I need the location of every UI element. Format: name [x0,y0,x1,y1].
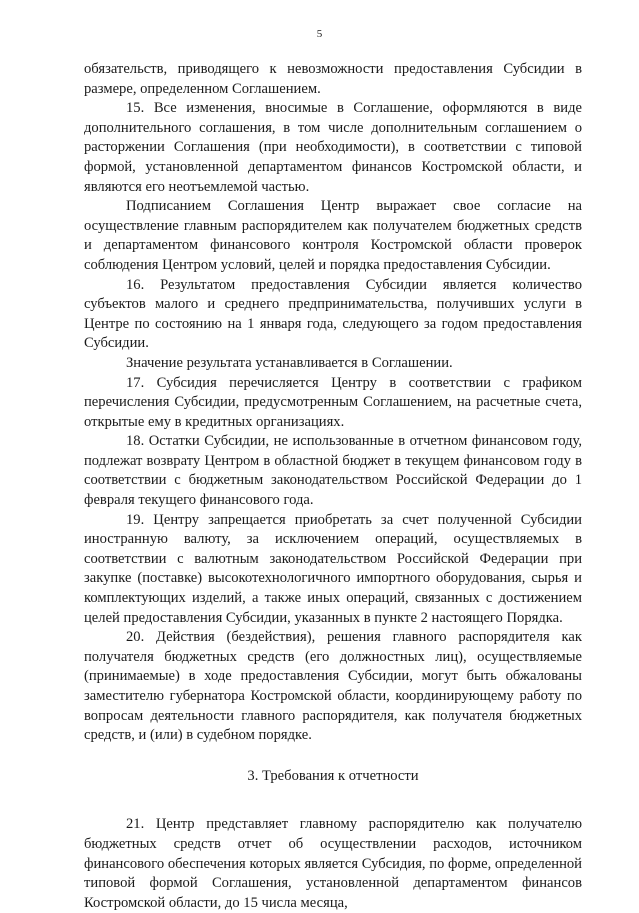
section-heading: 3. Требования к отчетности [247,767,419,784]
paragraph-21: 21. Центр представляет главному распорядителю как получателю бюджетных средств отчет об осуществлении расходов, источником финансового обеспечения которых является Субсидия, по форме, определенной типовой формой Соглашения, установленной департаментом финансов Костромской области, до 15 числа месяца, [84,816,582,911]
paragraph-16: 16. Результатом предоставления Субсидии является количество субъектов малого и среднего предпринимательства, получивших услуги в Центре по состоянию на 1 января года, следующего за годом предоставления Субсидии. [84,276,582,352]
paragraph-agreement-consent: Подписанием Соглашения Центр выражает свое согласие на осуществление главным распорядителем как получателем бюджетных средств и департаментом финансового контроля Костромской области проверок соблюдения Центром условий, целей и порядка предоставления Субсидии. [84,198,582,273]
document-body [84,60,582,913]
paragraph-continuation: обязательств, приводящего к невозможности предоставления Субсидии в размере, определенном Соглашением. [84,61,582,97]
page-number: 5 [316,28,323,40]
paragraph-15: 15. Все изменения, вносимые в Соглашение, оформляются в виде дополнительного соглашения, в том числе дополнительным соглашением о расторжении Соглашения (при необходимости), в соответствии с типовой формой, установленной департаментом финансов Костромской области, и являются его неотъемлемой частью. [84,100,582,195]
paragraph-18: 18. Остатки Субсидии, не использованные в отчетном финансовом году, подлежат возврату Центром в областной бюджет в текущем финансовом году в соответствии с бюджетным законодательством Российской Федерации до 1 февраля текущего финансового года. [84,433,582,509]
paragraph-17: 17. Субсидия перечисляется Центру в соответствии с графиком перечисления Субсидии, предусмотренным Соглашением, на расчетные счета, открытые ему в кредитных организациях. [84,374,582,430]
paragraph-20: 20. Действия (бездействия), решения главного распорядителя как получателя бюджетных средств (его должностных лиц), осуществляемые (принимаемые) в ходе предоставления Субсидии, могут быть обжалованы заместителю губернатора Костромской области, координирующему работу по вопросам деятельности главного распорядителя, как получателя бюджетных средств, и (или) в судебном порядке. [84,629,582,744]
paragraph-result-value: Значение результата устанавливается в Соглашении. [126,354,453,371]
paragraph-19: 19. Центру запрещается приобретать за счет полученной Субсидии иностранную валюту, за исключением операций, осуществляемых в соответствии с валютным законодательством Российской Федерации при закупке (поставке) высокотехнологичного импортного оборудования, сырья и комплектующих изделий, а также иных операций, связанных с достижением целей предоставления Субсидии, указанных в пункте 2 настоящего Порядка. [84,511,582,626]
